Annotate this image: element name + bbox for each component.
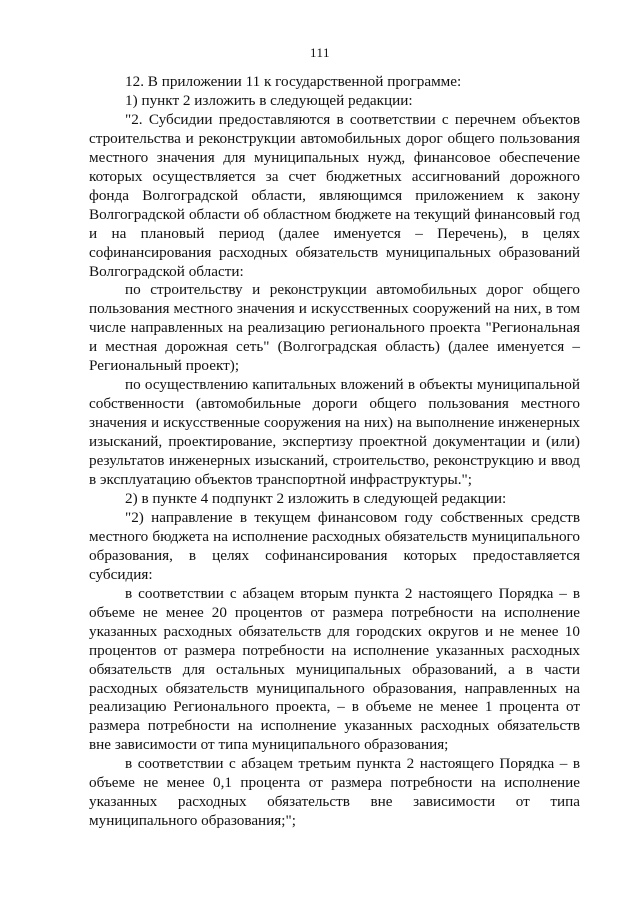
- paragraph-third-paragraph-reference: в соответствии с абзацем третьим пункта 2 настоящего Порядка – в объеме не менее 0,1 процента от размера потребности на исполнение указанных расходных обязательств вне зависимости от типа муниципального образования;";: [89, 755, 580, 830]
- paragraph-capital-investments: по осуществлению капитальных вложений в объекты муниципальной собственности (автомобильные дороги общего пользования местного значения и искусственные сооружения на них) на выполнение инженерных изысканий, проектирование, экспертизу проектной документации и (или) результатов инженерных изысканий, строительство, реконструкцию и ввод в эксплуатацию объектов транспортной инфраструктуры.";: [89, 376, 580, 489]
- paragraph-construction-roads: по строительству и реконструкции автомобильных дорог общего пользования местного значения и искусственных сооружений на них, в том числе направленных на реализацию регионального проекта "Региональная и местная дорожная сеть" (Волгоградская область) (далее именуется – Региональный проект);: [89, 281, 580, 375]
- paragraph-item-12-heading: 12. В приложении 11 к государственной программе:: [125, 73, 462, 90]
- paragraph-subitem-1: 1) пункт 2 изложить в следующей редакции:: [125, 91, 413, 109]
- paragraph-second-paragraph-reference: в соответствии с абзацем вторым пункта 2 настоящего Порядка – в объеме не менее 20 процентов от размера потребности на исполнение указанных расходных обязательств для городских округов и не менее 10 процентов от размера потребности на исполнение указанных расходных обязательств для остальных муниципальных образований, а в части расходных обязательств муниципального образования, направленных на реализацию Регионального проекта, – в объеме не менее 1 процента от размера потребности на исполнение указанных расходных обязательств вне зависимости от типа муниципального образования;: [89, 584, 580, 754]
- document-body: [89, 73, 580, 831]
- paragraph-subpoint-2-text: "2) направление в текущем финансовом году собственных средств местного бюджета на исполнение расходных обязательств муниципального образования, в целях софинансирования которых предоставляется субсидия:: [89, 508, 580, 583]
- paragraph-subitem-2: 2) в пункте 4 подпункт 2 изложить в следующей редакции:: [125, 489, 507, 507]
- paragraph-point-2-text: "2. Субсидии предоставляются в соответствии с перечнем объектов строительства и реконструкции автомобильных дорог общего пользования местного значения для муниципальных нужд, финансовое обеспечение которых осуществляется за счет бюджетных ассигнований дорожного фонда Волгоградской области, являющимся приложением к закону Волгоградской области об областном бюджете на текущий финансовый год и на плановый период (далее именуется – Перечень), в целях софинансирования расходных обязательств муниципальных образований Волгоградской области:: [89, 110, 580, 280]
- page-number: 111: [309, 45, 331, 60]
